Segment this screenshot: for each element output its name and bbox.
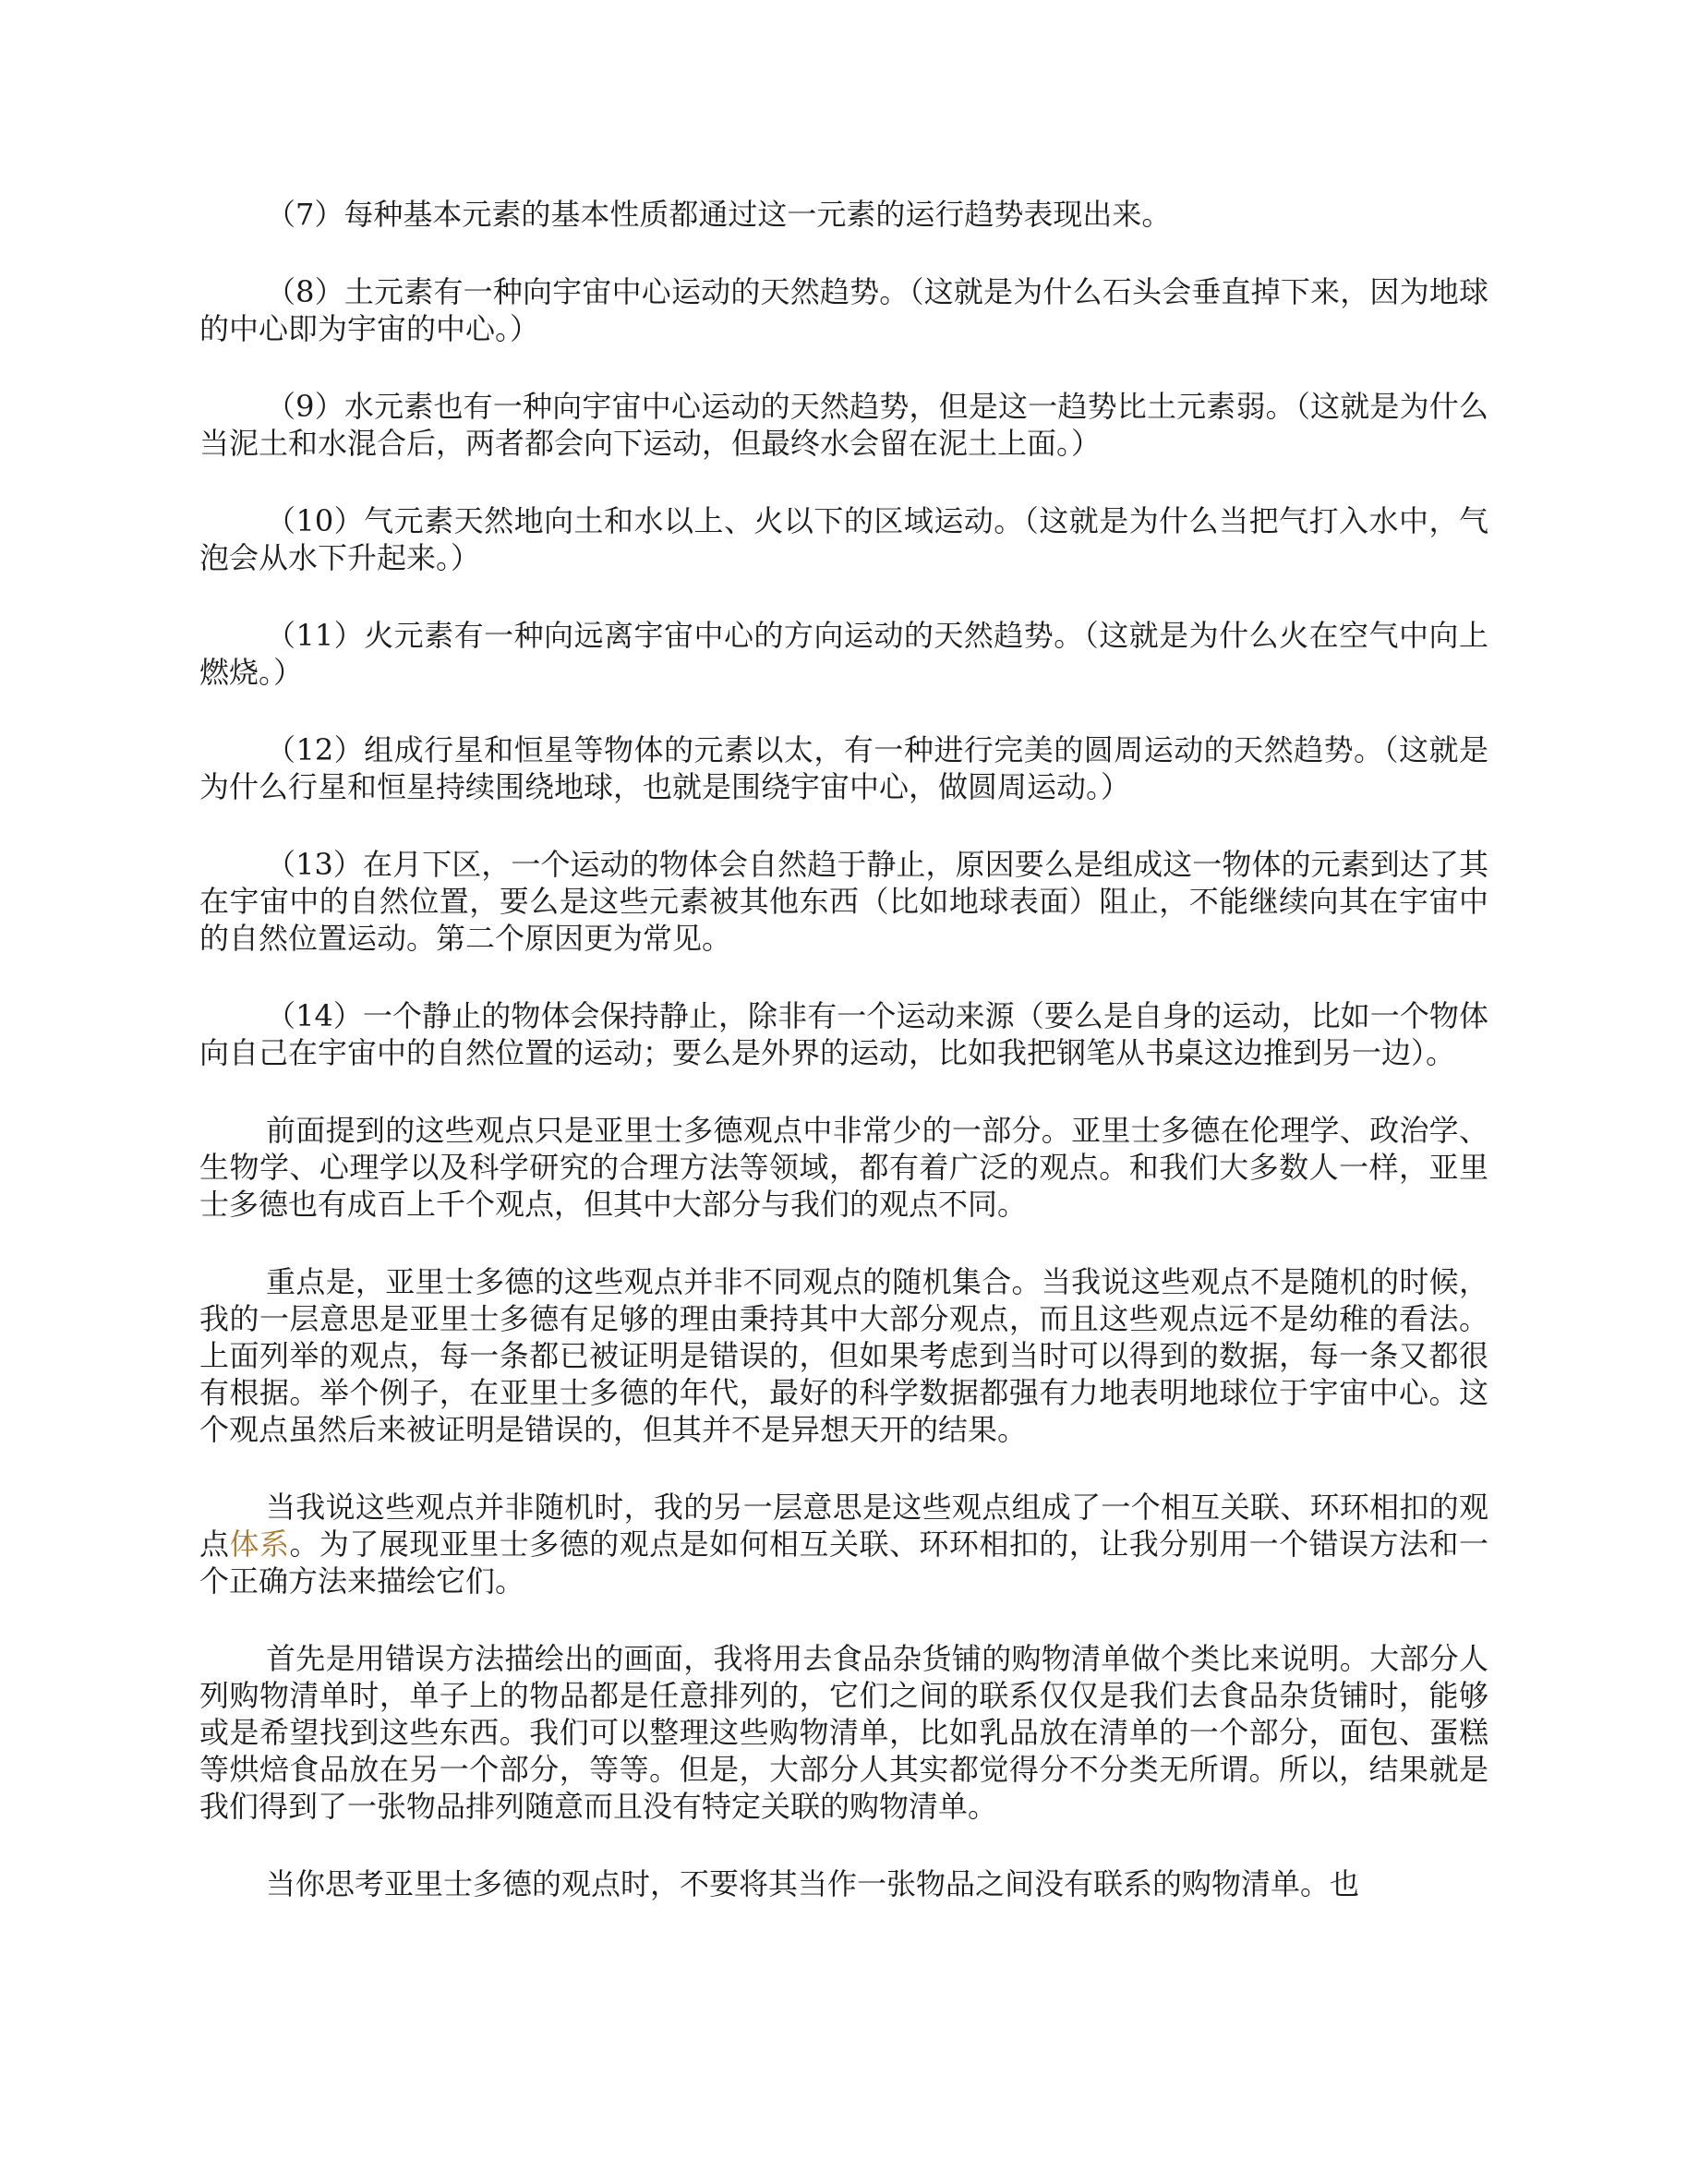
paragraph-system <box>199 1489 1488 1599</box>
paragraph-14: （14）一个静止的物体会保持静止，除非有一个运动来源（要么是自身的运动，比如一个物体向自己在宇宙中的自然位置的运动；要么是外界的运动，比如我把钢笔从书桌这边推到另一边）。 <box>199 998 1488 1070</box>
paragraph-system-text-after: 。为了展现亚里士多德的观点是如何相互关联、环环相扣的，让我分别用一个错误方法和一个正确方法来描绘它们。 <box>199 1526 1488 1599</box>
paragraph-8: （8）土元素有一种向宇宙中心运动的天然趋势。（这就是为什么石头会垂直掉下来，因为地球的中心即为宇宙的中心。） <box>199 274 1488 346</box>
system-link[interactable]: 体系 <box>229 1526 290 1562</box>
paragraph-system-text-before: 当我说这些观点并非随机时，我的另一层意思是这些观点组成了一个相互关联、环环相扣的观点 <box>199 1490 1488 1562</box>
paragraph-9: （9）水元素也有一种向宇宙中心运动的天然趋势，但是这一趋势比土元素弱。（这就是为什么当泥土和水混合后，两者都会向下运动，但最终水会留在泥土上面。） <box>199 389 1488 461</box>
document-body <box>199 196 1488 1943</box>
paragraph-not-random: 重点是，亚里士多德的这些观点并非不同观点的随机集合。当我说这些观点不是随机的时候，我的一层意思是亚里士多德有足够的理由秉持其中大部分观点，而且这些观点远不是幼稚的看法。上面列举的观点，每一条都已被证明是错误的，但如果考虑到当时可以得到的数据，每一条又都很有根据。举个例子，在亚里士多德的年代，最好的科学数据都强有力地表明地球位于宇宙中心。这个观点虽然后来被证明是错误的，但其并不是异想天开的结果。 <box>199 1264 1488 1447</box>
paragraph-overview: 前面提到的这些观点只是亚里士多德观点中非常少的一部分。亚里士多德在伦理学、政治学、生物学、心理学以及科学研究的合理方法等领域，都有着广泛的观点。和我们大多数人一样，亚里士多德也有成百上千个观点，但其中大部分与我们的观点不同。 <box>199 1113 1488 1222</box>
paragraph-continued: 当你思考亚里士多德的观点时，不要将其当作一张物品之间没有联系的购物清单。也 <box>266 1866 1360 1901</box>
paragraph-11: （11）火元素有一种向远离宇宙中心的方向运动的天然趋势。（这就是为什么火在空气中向上燃烧。） <box>199 618 1488 690</box>
paragraph-shopping-list: 首先是用错误方法描绘出的画面，我将用去食品杂货铺的购物清单做个类比来说明。大部分人列购物清单时，单子上的物品都是任意排列的，它们之间的联系仅仅是我们去食品杂货铺时，能够或是希望找到这些东西。我们可以整理这些购物清单，比如乳品放在清单的一个部分，面包、蛋糕等烘焙食品放在另一个部分，等等。但是，大部分人其实都觉得分不分类无所谓。所以，结果就是我们得到了一张物品排列随意而且没有特定关联的购物清单。 <box>199 1641 1488 1824</box>
paragraph-12: （12）组成行星和恒星等物体的元素以太，有一种进行完美的圆周运动的天然趋势。（这就是为什么行星和恒星持续围绕地球，也就是围绕宇宙中心，做圆周运动。） <box>199 732 1488 804</box>
paragraph-7: （7）每种基本元素的基本性质都通过这一元素的运行趋势表现出来。 <box>266 197 1172 232</box>
paragraph-13: （13）在月下区，一个运动的物体会自然趋于静止，原因要么是组成这一物体的元素到达了其在宇宙中的自然位置，要么是这些元素被其他东西（比如地球表面）阻止，不能继续向其在宇宙中的自然位置运动。第二个原因更为常见。 <box>199 847 1488 956</box>
paragraph-10: （10）气元素天然地向土和水以上、火以下的区域运动。（这就是为什么当把气打入水中，气泡会从水下升起来。） <box>199 503 1488 575</box>
